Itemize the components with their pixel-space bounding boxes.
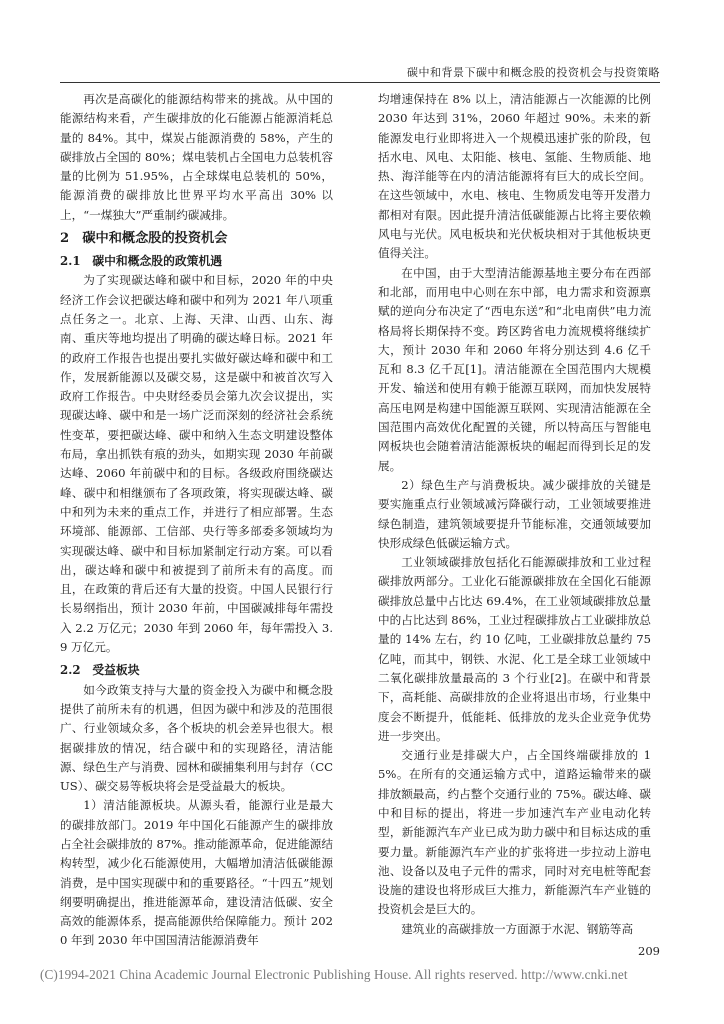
paragraph-industry-emissions: 工业领域碳排放包括化石能源碳排放和工业过程碳排放两部分。工业化石能源碳排放在全国化石能源碳排放总量中占比达 69.4%，在工业领域碳排放总量中的占比达到 86%，工业过程碳排放占工业碳排放总量的 14% 左右，约 10 亿吨，工业碳排放总量约 75 亿吨，而其中，钢铁、水泥、化工是全球工业领域中二氧化碳排放量最高的 3 个行业[2]。在碳中和背景下，高耗能、高碳排放的企业将退出市场，行业集中度会不断提升，低能耗、低排放的龙头企业竞争优势进一步突出。 (378, 555, 651, 743)
section-2-1-heading: 2.1 碳中和概念股的政策机遇 (60, 254, 223, 269)
header-divider (60, 82, 660, 83)
paragraph-energy-structure: 再次是高碳化的能源结构带来的挑战。从中国的能源结构来看，产生碳排放的化石能源占能源消耗总量的 84%。其中，煤炭占能源消费的 58%，产生的碳排放占全国的 80%；煤电装机占全国电力总装机容量的比例为 51.95%，占全球煤电总装机的 50%，能源消费的碳排放比世界平均水平高出 30% 以上，“一煤独大”严重制约碳减排。 (60, 92, 333, 222)
page-number: 209 (638, 944, 660, 958)
section-2-heading: 2 碳中和概念股的投资机会 (60, 231, 228, 247)
paragraph-building: 建筑业的高碳排放一方面源于水泥、钢筋等高 (401, 921, 634, 936)
section-2-2-heading: 2.2 受益板块 (60, 663, 140, 678)
paragraph-benefit-sectors: 如今政策支持与大量的资金投入为碳中和概念股提供了前所未有的机遇，但因为碳中和涉及的范围很广、行业领域众多，各个板块的机会差异也很大。根据碳排放的情况，结合碳中和的实现路径，清洁能源、绿色生产与消费、园林和碳捕集利用与封存（CCUS）、碳交易等板块将会是受益最大的板块。 (60, 682, 333, 794)
paragraph-clean-energy-growth: 均增速保持在 8% 以上，清洁能源占一次能源的比例 2030 年达到 31%，2060 年超过 90%。未来的新能源发电行业即将进入一个规模迅速扩张的阶段，包括水电、风电、太阳能、核电、氢能、生物质能、地热、海洋能等在内的清洁能源将有巨大的成长空间。在这些领域中，水电、核电、生物质发电等开发潜力都相对有限。因此提升清洁低碳能源占比将主要依赖风电与光伏。风电板块和光伏板块相对于其他板块更值得关注。 (378, 92, 651, 261)
paragraph-green-production: 2）绿色生产与消费板块。减少碳排放的关键是要实施重点行业领域减污降碳行动，工业领域要推进绿色制造，建筑领域要提升节能标准，交通领域要加快形成绿色低碳运输方式。 (378, 477, 651, 550)
paragraph-transport: 交通行业是排碳大户，占全国终端碳排放的 15%。在所有的交通运输方式中，道路运输带来的碳排放额最高，约占整个交通行业的 75%。碳达峰、碳中和目标的提出，将进一步加速汽车产业电动化转型，新能源汽车产业已成为助力碳中和目标达成的重要力量。新能源汽车产业的扩张将进一步拉动上游电池、设备以及电子元件的需求，同时对充电桩等配套设施的建设也将形成巨大推力，新能源汽车产业链的投资机会是巨大的。 (378, 748, 651, 917)
paragraph-power-grid: 在中国，由于大型清洁能源基地主要分布在西部和北部，而用电中心则在东中部，电力需求和资源禀赋的逆向分布决定了“西电东送”和“北电南供”电力流格局将长期保持不变。跨区跨省电力流规模将继续扩大，预计 2030 年和 2060 年将分别达到 4.6 亿千瓦和 8.3 亿千瓦[1]。清洁能源在全国范围内大规模开发、输送和使用有赖于能源互联网，而加快发展特高压电网是构建中国能源互联网、实现清洁能源在全国范围内高效优化配置的关键，所以特高压与智能电网板块也会随着清洁能源板块的崛起而得到长足的发展。 (378, 265, 651, 473)
paragraph-clean-energy: 1）清洁能源板块。从源头看，能源行业是最大的碳排放部门。2019 年中国化石能源产生的碳排放占全社会碳排放的 87%。推动能源革命，促进能源结构转型，减少化石能源使用，大幅增加清洁低碳能源消费，是中国实现碳中和的重要路径。“十四五”规划纲要明确提出，推进能源革命，建设清洁低碳、安全高效的能源体系，提高能源供给保障能力。预计 2020 年到 2030 年中国国清洁能源消费年 (60, 798, 333, 948)
running-title: 碳中和背景下碳中和概念股的投资机会与投资策略 (407, 66, 660, 79)
right-column (378, 90, 651, 939)
paragraph-policy: 为了实现碳达峰和碳中和目标，2020 年的中央经济工作会议把碳达峰和碳中和列为 2021 年八项重点任务之一。北京、上海、天津、山西、山东、海南、重庆等地均提出了明确的碳达峰日标。2021 年的政府工作报告也提出要扎实做好碳达峰和碳中和工作，发展新能源以及碳交易，这是碳中和被首次写入政府工作报告。中央财经委员会第九次会议提出，实现碳达峰、碳中和是一场广泛而深刻的经济社会系统性变革，要把碳达峰、碳中和纳入生态文明建设整体布局，拿出抓铁有痕的劲头，如期实现 2030 年前碳达峰、2060 年前碳中和的目标。各级政府围绕碳达峰、碳中和相继颁布了各项政策，将实现碳达峰、碳中和列为未来的重点工作，并进行了相应部署。生态环境部、能源部、工信部、央行等多部委多领域均为实现碳达峰、碳中和目标加紧制定行动方案。可以看出，碳达峰和碳中和被提到了前所未有的高度。而且，在政策的背后还有大量的投资。中国人民银行行长易纲指出，预计 2030 年前，中国碳减排每年需投入 2.2 万亿元；2030 年到 2060 年，每年需投入 3.9 万亿元。 (60, 273, 333, 655)
copyright-notice: (C)1994-2021 China Academic Journal Electronic Publishing House. All rights reserved. http://www.cnki.net (40, 967, 628, 982)
left-column (60, 90, 333, 951)
